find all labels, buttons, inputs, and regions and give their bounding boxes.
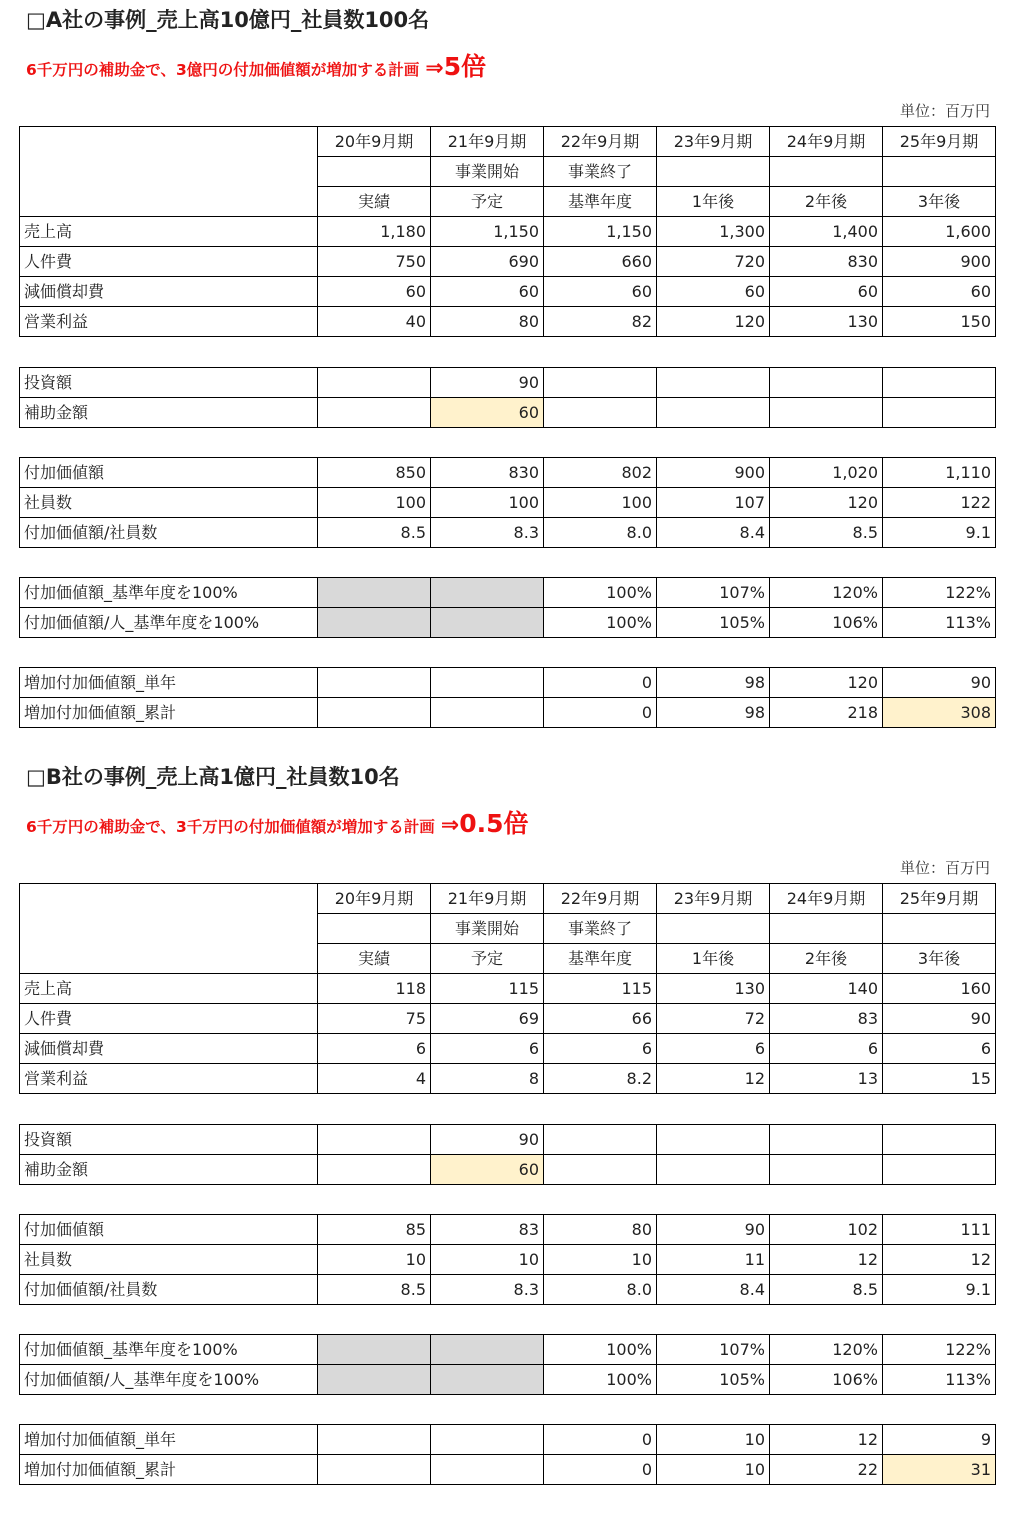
- value-cell: 10: [431, 1245, 544, 1275]
- value-cell: [770, 1155, 883, 1185]
- value-cell: 106%: [770, 1365, 883, 1395]
- row-label: 付加価値額: [20, 1215, 318, 1245]
- value-cell: 8.3: [431, 1275, 544, 1305]
- phase-cell: [770, 914, 883, 944]
- row-label: 増加付加価値額_単年: [20, 668, 318, 698]
- value-cell: 113%: [883, 1365, 996, 1395]
- status-cell: 実績: [318, 944, 431, 974]
- value-cell: 105%: [657, 1365, 770, 1395]
- financials-table: [19, 126, 996, 337]
- value-cell: [431, 1365, 544, 1395]
- value-cell: 98: [657, 668, 770, 698]
- table-row: [20, 1365, 996, 1395]
- value-cell: 10: [544, 1245, 657, 1275]
- value-cell: [431, 1425, 544, 1455]
- corner-cell: [20, 884, 318, 974]
- value-cell: 105%: [657, 608, 770, 638]
- value-cell: [318, 1125, 431, 1155]
- header-row: [20, 127, 996, 157]
- value-added-table: [19, 457, 996, 548]
- value-cell: 102: [770, 1215, 883, 1245]
- value-cell: 122%: [883, 578, 996, 608]
- table-row: [20, 458, 996, 488]
- value-cell: 6: [544, 1034, 657, 1064]
- value-cell: [318, 608, 431, 638]
- value-cell: 100: [318, 488, 431, 518]
- right-arrow-icon: ⇒: [425, 56, 444, 81]
- value-cell: 111: [883, 1215, 996, 1245]
- value-cell: 60: [544, 277, 657, 307]
- value-cell: 120%: [770, 1335, 883, 1365]
- value-cell: [657, 1125, 770, 1155]
- phase-cell: [318, 914, 431, 944]
- table-row: [20, 1335, 996, 1365]
- column-header: 22年9月期: [544, 127, 657, 157]
- value-cell: 122%: [883, 1335, 996, 1365]
- value-cell: 1,020: [770, 458, 883, 488]
- value-cell: 83: [770, 1004, 883, 1034]
- value-cell: 1,400: [770, 217, 883, 247]
- value-cell: [657, 1155, 770, 1185]
- column-header: 23年9月期: [657, 884, 770, 914]
- section-subtitle: [26, 808, 529, 843]
- multiple-value: 0.5倍: [459, 809, 529, 838]
- row-label: 減価償却費: [20, 277, 318, 307]
- column-header: 22年9月期: [544, 884, 657, 914]
- value-cell: 115: [544, 974, 657, 1004]
- value-cell: 9: [883, 1425, 996, 1455]
- value-cell: 82: [544, 307, 657, 337]
- value-cell: 8.5: [318, 518, 431, 548]
- value-cell: 900: [883, 247, 996, 277]
- table-row: [20, 1155, 996, 1185]
- value-cell: 113%: [883, 608, 996, 638]
- row-label: 付加価値額: [20, 458, 318, 488]
- value-cell: 106%: [770, 608, 883, 638]
- phase-cell: 事業終了: [544, 914, 657, 944]
- row-label: 減価償却費: [20, 1034, 318, 1064]
- investment-table: [19, 1124, 996, 1185]
- row-label: 付加価値額_基準年度を100%: [20, 1335, 318, 1365]
- value-cell: 8.4: [657, 1275, 770, 1305]
- value-cell: 85: [318, 1215, 431, 1245]
- row-label: 補助金額: [20, 1155, 318, 1185]
- value-cell: 150: [883, 307, 996, 337]
- subtitle-text: 6千万円の補助金で、3億円の付加価値額が増加する計画: [26, 61, 420, 79]
- row-label: 人件費: [20, 247, 318, 277]
- column-header: 21年9月期: [431, 127, 544, 157]
- value-cell: 720: [657, 247, 770, 277]
- value-cell: 830: [431, 458, 544, 488]
- value-cell: [544, 368, 657, 398]
- section-subtitle: [26, 51, 486, 86]
- investment-table: [19, 367, 996, 428]
- table-row: [20, 217, 996, 247]
- value-cell: [431, 578, 544, 608]
- phase-cell: 事業開始: [431, 157, 544, 187]
- table-row: [20, 1034, 996, 1064]
- subtitle-text: 6千万円の補助金で、3千万円の付加価値額が増加する計画: [26, 818, 435, 836]
- value-cell: 8.5: [770, 1275, 883, 1305]
- table-row: [20, 1275, 996, 1305]
- value-cell: 90: [883, 1004, 996, 1034]
- value-cell: 4: [318, 1064, 431, 1094]
- status-cell: 2年後: [770, 187, 883, 217]
- value-cell: 98: [657, 698, 770, 728]
- value-cell: 0: [544, 1425, 657, 1455]
- value-cell: 6: [657, 1034, 770, 1064]
- value-cell: 60: [431, 1155, 544, 1185]
- value-cell: 8.3: [431, 518, 544, 548]
- phase-cell: [883, 914, 996, 944]
- table-row: [20, 698, 996, 728]
- value-cell: 850: [318, 458, 431, 488]
- table-row: [20, 1425, 996, 1455]
- table-row: [20, 277, 996, 307]
- value-cell: 12: [657, 1064, 770, 1094]
- value-cell: [544, 1125, 657, 1155]
- value-cell: 6: [883, 1034, 996, 1064]
- value-cell: [770, 1125, 883, 1155]
- column-header: 24年9月期: [770, 884, 883, 914]
- value-cell: 8.0: [544, 1275, 657, 1305]
- table-row: [20, 1004, 996, 1034]
- table-row: [20, 974, 996, 1004]
- row-label: 売上高: [20, 974, 318, 1004]
- value-cell: 90: [657, 1215, 770, 1245]
- header-row: [20, 884, 996, 914]
- value-cell: [318, 1455, 431, 1485]
- value-cell: 100%: [544, 608, 657, 638]
- value-cell: 40: [318, 307, 431, 337]
- value-cell: 660: [544, 247, 657, 277]
- value-cell: [657, 398, 770, 428]
- value-cell: 12: [770, 1425, 883, 1455]
- value-cell: 0: [544, 668, 657, 698]
- row-label: 人件費: [20, 1004, 318, 1034]
- corner-cell: [20, 127, 318, 217]
- value-cell: 122: [883, 488, 996, 518]
- value-cell: 130: [770, 307, 883, 337]
- row-label: 増加付加価値額_累計: [20, 698, 318, 728]
- value-cell: [318, 668, 431, 698]
- value-cell: 10: [657, 1425, 770, 1455]
- value-cell: 900: [657, 458, 770, 488]
- value-cell: 6: [431, 1034, 544, 1064]
- value-cell: 1,150: [544, 217, 657, 247]
- table-row: [20, 307, 996, 337]
- value-cell: [318, 1155, 431, 1185]
- table-row: [20, 668, 996, 698]
- phase-cell: 事業終了: [544, 157, 657, 187]
- unit-label: 単位：百万円: [899, 102, 990, 120]
- value-cell: 802: [544, 458, 657, 488]
- table-row: [20, 368, 996, 398]
- status-cell: 1年後: [657, 944, 770, 974]
- right-arrow-icon: ⇒: [440, 813, 460, 838]
- value-cell: 22: [770, 1455, 883, 1485]
- value-cell: 83: [431, 1215, 544, 1245]
- value-cell: 1,180: [318, 217, 431, 247]
- value-cell: 13: [770, 1064, 883, 1094]
- phase-cell: [770, 157, 883, 187]
- row-label: 社員数: [20, 1245, 318, 1275]
- row-label: 付加価値額/社員数: [20, 518, 318, 548]
- value-cell: [431, 698, 544, 728]
- column-header: 21年9月期: [431, 884, 544, 914]
- table-row: [20, 1455, 996, 1485]
- section-title: □B社の事例_売上高1億円_社員数10名: [26, 765, 400, 789]
- value-cell: 690: [431, 247, 544, 277]
- value-cell: [318, 1425, 431, 1455]
- status-cell: 実績: [318, 187, 431, 217]
- value-cell: 72: [657, 1004, 770, 1034]
- value-cell: 11: [657, 1245, 770, 1275]
- value-cell: 100: [431, 488, 544, 518]
- value-cell: 120: [657, 307, 770, 337]
- value-cell: 1,600: [883, 217, 996, 247]
- table-row: [20, 247, 996, 277]
- column-header: 25年9月期: [883, 884, 996, 914]
- value-cell: 218: [770, 698, 883, 728]
- status-cell: 3年後: [883, 187, 996, 217]
- financials-table: [19, 883, 996, 1094]
- row-label: 付加価値額/人_基準年度を100%: [20, 1365, 318, 1395]
- value-cell: [318, 1335, 431, 1365]
- status-cell: 予定: [431, 187, 544, 217]
- row-label: 増加付加価値額_累計: [20, 1455, 318, 1485]
- value-cell: 90: [431, 1125, 544, 1155]
- value-cell: 107: [657, 488, 770, 518]
- value-cell: 115: [431, 974, 544, 1004]
- value-cell: [883, 1155, 996, 1185]
- value-cell: 120: [770, 668, 883, 698]
- value-cell: 8.0: [544, 518, 657, 548]
- value-cell: 107%: [657, 578, 770, 608]
- value-cell: [431, 608, 544, 638]
- status-cell: 予定: [431, 944, 544, 974]
- multiple-value: 5倍: [443, 52, 487, 81]
- value-cell: 31: [883, 1455, 996, 1485]
- value-cell: 80: [431, 307, 544, 337]
- row-label: 売上高: [20, 217, 318, 247]
- row-label: 投資額: [20, 1125, 318, 1155]
- value-cell: 8.5: [318, 1275, 431, 1305]
- value-cell: 8.2: [544, 1064, 657, 1094]
- value-cell: [544, 1155, 657, 1185]
- increase-table: [19, 1424, 996, 1485]
- table-row: [20, 1215, 996, 1245]
- row-label: 付加価値額_基準年度を100%: [20, 578, 318, 608]
- value-cell: 308: [883, 698, 996, 728]
- value-cell: 8.5: [770, 518, 883, 548]
- value-cell: 750: [318, 247, 431, 277]
- value-cell: 0: [544, 698, 657, 728]
- value-cell: [318, 578, 431, 608]
- value-cell: [883, 398, 996, 428]
- value-cell: [318, 368, 431, 398]
- value-cell: 60: [318, 277, 431, 307]
- value-cell: 60: [431, 277, 544, 307]
- section-title: □A社の事例_売上高10億円_社員数100名: [26, 8, 430, 32]
- value-cell: 10: [318, 1245, 431, 1275]
- row-label: 増加付加価値額_単年: [20, 1425, 318, 1455]
- increase-table: [19, 667, 996, 728]
- percent-table: [19, 1334, 996, 1395]
- value-cell: 9.1: [883, 518, 996, 548]
- value-cell: [318, 398, 431, 428]
- value-cell: 1,150: [431, 217, 544, 247]
- value-cell: 12: [770, 1245, 883, 1275]
- row-label: 営業利益: [20, 307, 318, 337]
- status-cell: 2年後: [770, 944, 883, 974]
- value-cell: 100%: [544, 1365, 657, 1395]
- unit-label: 単位：百万円: [899, 859, 990, 877]
- row-label: 付加価値額/人_基準年度を100%: [20, 608, 318, 638]
- value-cell: 80: [544, 1215, 657, 1245]
- table-row: [20, 608, 996, 638]
- value-cell: 75: [318, 1004, 431, 1034]
- value-cell: 1,110: [883, 458, 996, 488]
- column-header: 24年9月期: [770, 127, 883, 157]
- value-cell: 90: [883, 668, 996, 698]
- value-cell: 140: [770, 974, 883, 1004]
- phase-cell: [318, 157, 431, 187]
- value-cell: 107%: [657, 1335, 770, 1365]
- value-cell: [431, 1335, 544, 1365]
- column-header: 23年9月期: [657, 127, 770, 157]
- value-cell: 60: [431, 398, 544, 428]
- row-label: 補助金額: [20, 398, 318, 428]
- value-cell: 60: [657, 277, 770, 307]
- table-row: [20, 488, 996, 518]
- table-row: [20, 1064, 996, 1094]
- value-cell: [770, 368, 883, 398]
- value-cell: [544, 398, 657, 428]
- row-label: 投資額: [20, 368, 318, 398]
- table-row: [20, 518, 996, 548]
- value-cell: [431, 1455, 544, 1485]
- value-cell: [318, 1365, 431, 1395]
- value-cell: 6: [318, 1034, 431, 1064]
- value-cell: [770, 398, 883, 428]
- value-cell: [883, 1125, 996, 1155]
- value-cell: 8: [431, 1064, 544, 1094]
- value-cell: 90: [431, 368, 544, 398]
- table-row: [20, 1125, 996, 1155]
- column-header: 25年9月期: [883, 127, 996, 157]
- column-header: 20年9月期: [318, 127, 431, 157]
- status-cell: 基準年度: [544, 944, 657, 974]
- value-cell: 66: [544, 1004, 657, 1034]
- table-row: [20, 398, 996, 428]
- status-cell: 基準年度: [544, 187, 657, 217]
- value-cell: 60: [883, 277, 996, 307]
- value-cell: [883, 368, 996, 398]
- value-cell: 118: [318, 974, 431, 1004]
- value-cell: 60: [770, 277, 883, 307]
- value-cell: 100: [544, 488, 657, 518]
- value-cell: 100%: [544, 1335, 657, 1365]
- row-label: 付加価値額/社員数: [20, 1275, 318, 1305]
- value-cell: 9.1: [883, 1275, 996, 1305]
- phase-cell: [657, 914, 770, 944]
- value-cell: 12: [883, 1245, 996, 1275]
- value-cell: 15: [883, 1064, 996, 1094]
- value-cell: 120: [770, 488, 883, 518]
- column-header: 20年9月期: [318, 884, 431, 914]
- phase-cell: 事業開始: [431, 914, 544, 944]
- value-cell: [431, 668, 544, 698]
- value-cell: 8.4: [657, 518, 770, 548]
- percent-table: [19, 577, 996, 638]
- phase-cell: [657, 157, 770, 187]
- value-cell: 6: [770, 1034, 883, 1064]
- value-cell: 1,300: [657, 217, 770, 247]
- table-row: [20, 1245, 996, 1275]
- value-cell: 120%: [770, 578, 883, 608]
- value-cell: 69: [431, 1004, 544, 1034]
- table-row: [20, 578, 996, 608]
- row-label: 社員数: [20, 488, 318, 518]
- value-added-table: [19, 1214, 996, 1305]
- value-cell: [318, 698, 431, 728]
- phase-cell: [883, 157, 996, 187]
- status-cell: 3年後: [883, 944, 996, 974]
- value-cell: [657, 368, 770, 398]
- value-cell: 10: [657, 1455, 770, 1485]
- value-cell: 830: [770, 247, 883, 277]
- value-cell: 100%: [544, 578, 657, 608]
- value-cell: 0: [544, 1455, 657, 1485]
- row-label: 営業利益: [20, 1064, 318, 1094]
- value-cell: 160: [883, 974, 996, 1004]
- status-cell: 1年後: [657, 187, 770, 217]
- value-cell: 130: [657, 974, 770, 1004]
